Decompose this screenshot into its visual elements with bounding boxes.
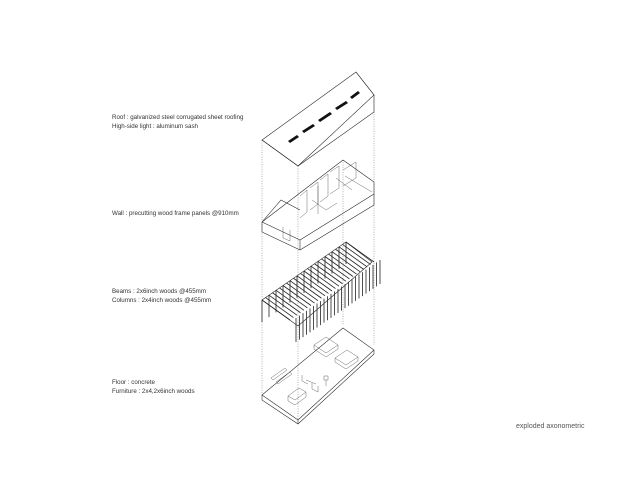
furniture: [271, 337, 358, 405]
rafter: [346, 242, 374, 262]
floor-label: Floor : concrete: [112, 379, 155, 386]
high-side-light: [288, 91, 360, 143]
rafter: [280, 288, 308, 308]
rafter: [308, 269, 336, 289]
rafter: [343, 244, 371, 264]
high-side-light-label: High-side light : aluminum sash: [112, 123, 198, 130]
wall-label: Wall : precutting wood frame panels @910mm: [112, 210, 239, 217]
roof-label: Roof : galvanized steel corrugated sheet roofing: [112, 114, 244, 121]
floor-layer: [262, 328, 374, 424]
wall-layer: [262, 160, 374, 250]
columns-label: Columns : 2x4inch woods @455mm: [112, 297, 212, 304]
rafter: [266, 298, 294, 318]
rafter: [315, 264, 343, 284]
beams-label: Beams : 2x6inch woods @455mm: [112, 288, 206, 295]
furniture-label: Furniture : 2x4,2x6inch woods: [112, 388, 195, 395]
rafter: [287, 283, 315, 303]
rafter: [294, 278, 322, 298]
rafter: [329, 254, 357, 274]
rafter: [273, 293, 301, 313]
diagram-caption: exploded axonometric: [516, 423, 585, 430]
alignment-lines: [262, 95, 374, 420]
beams-columns-layer: [262, 242, 380, 342]
rafter: [301, 273, 329, 293]
columns: [262, 242, 380, 342]
roof-layer: [262, 72, 374, 166]
rafter: [322, 259, 350, 279]
